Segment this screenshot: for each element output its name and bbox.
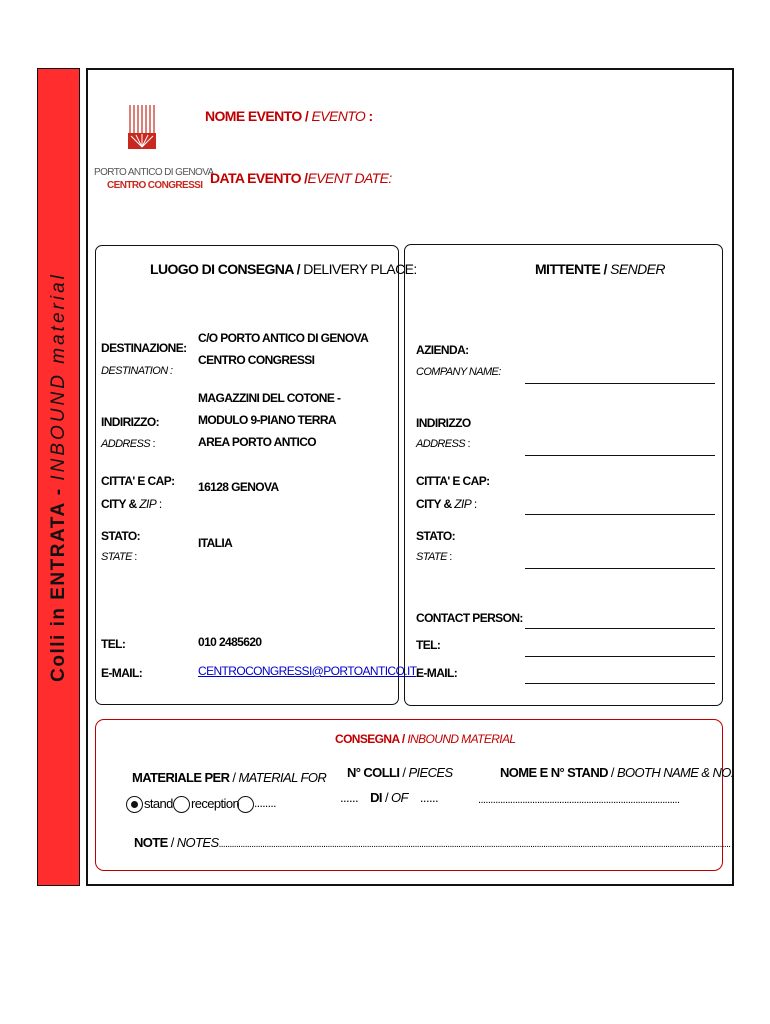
state-value: ITALIA [198, 536, 233, 550]
sender-contact-field[interactable] [525, 628, 715, 629]
logo-text-line1: PORTO ANTICO DI GENOVA [94, 167, 214, 178]
sender-city-label: CITTA' E CAP: [416, 474, 490, 488]
tel-label: TEL: [101, 637, 126, 651]
pieces-count-line: ...... DI / OF ...... [340, 790, 438, 805]
destination-value-line1: C/O PORTO ANTICO DI GENOVA [198, 331, 369, 345]
address-label: INDIRIZZO: [101, 415, 159, 429]
sender-tel-label: TEL: [416, 638, 441, 652]
radio-other[interactable] [237, 796, 254, 813]
radio-stand[interactable] [126, 796, 143, 813]
sender-email-label: E-MAIL: [416, 666, 458, 680]
state-label: STATO: [101, 529, 141, 543]
address-value-line3: AREA PORTO ANTICO [198, 435, 317, 449]
side-band-title: Colli in ENTRATA - INBOUND material [47, 272, 69, 682]
city-label-en: CITY & ZIP : [101, 497, 162, 511]
city-label: CITTA' E CAP: [101, 474, 175, 488]
sender-email-field[interactable] [525, 683, 715, 684]
booth-field-dots[interactable]: .................................................................................. [478, 794, 680, 806]
tel-value: 010 2485620 [198, 635, 262, 649]
sender-state-label: STATO: [416, 529, 456, 543]
side-band [37, 68, 80, 886]
inbound-title: CONSEGNA / INBOUND MATERIAL [335, 732, 516, 746]
sender-address-label: INDIRIZZO [416, 416, 471, 430]
notes-line: NOTE / NOTES........................................................................................................................................................................................................................................... [134, 835, 731, 850]
radio-reception-label: reception [191, 796, 240, 811]
event-name-label: NOME EVENTO / EVENTO : [205, 108, 373, 124]
event-date-label: DATA EVENTO /EVENT DATE: [210, 170, 392, 186]
sender-tel-field[interactable] [525, 656, 715, 657]
delivery-title: LUOGO DI CONSEGNA / DELIVERY PLACE: [150, 261, 417, 277]
sender-title: MITTENTE / SENDER [535, 261, 665, 277]
sender-contact-label: CONTACT PERSON: [416, 611, 523, 625]
destination-value-line2: CENTRO CONGRESSI [198, 353, 315, 367]
material-for-label: MATERIALE PER / MATERIAL FOR [132, 770, 327, 785]
destination-label: DESTINAZIONE: [101, 341, 187, 355]
state-label-en: STATE : [101, 551, 137, 563]
sender-company-label-en: COMPANY NAME: [416, 366, 501, 378]
address-value-line2: MODULO 9-PIANO TERRA [198, 413, 337, 427]
sender-city-field[interactable] [525, 514, 715, 515]
email-label: E-MAIL: [101, 666, 143, 680]
radio-other-dots: ........ [254, 796, 276, 810]
logo-text-line2: CENTRO CONGRESSI [107, 180, 203, 191]
sender-city-label-en: CITY & ZIP : [416, 497, 477, 511]
address-value-line1: MAGAZZINI DEL COTONE - [198, 391, 341, 405]
sender-state-field[interactable] [525, 568, 715, 569]
porto-antico-logo-icon [127, 103, 157, 151]
radio-reception[interactable] [173, 796, 190, 813]
booth-label: NOME E N° STAND / BOOTH NAME & NO. [500, 765, 734, 780]
sender-company-field[interactable] [525, 383, 715, 384]
email-link[interactable]: CENTROCONGRESSI@PORTOANTICO.IT [198, 664, 417, 678]
destination-label-en: DESTINATION : [101, 365, 173, 377]
sender-company-label: AZIENDA: [416, 343, 469, 357]
pieces-label: N° COLLI / PIECES [347, 765, 453, 780]
city-value: 16128 GENOVA [198, 480, 279, 494]
sender-address-label-en: ADDRESS : [416, 438, 470, 450]
address-label-en: ADDRESS : [101, 438, 155, 450]
sender-state-label-en: STATE : [416, 551, 452, 563]
sender-address-field[interactable] [525, 455, 715, 456]
radio-stand-label: stand [144, 796, 173, 811]
